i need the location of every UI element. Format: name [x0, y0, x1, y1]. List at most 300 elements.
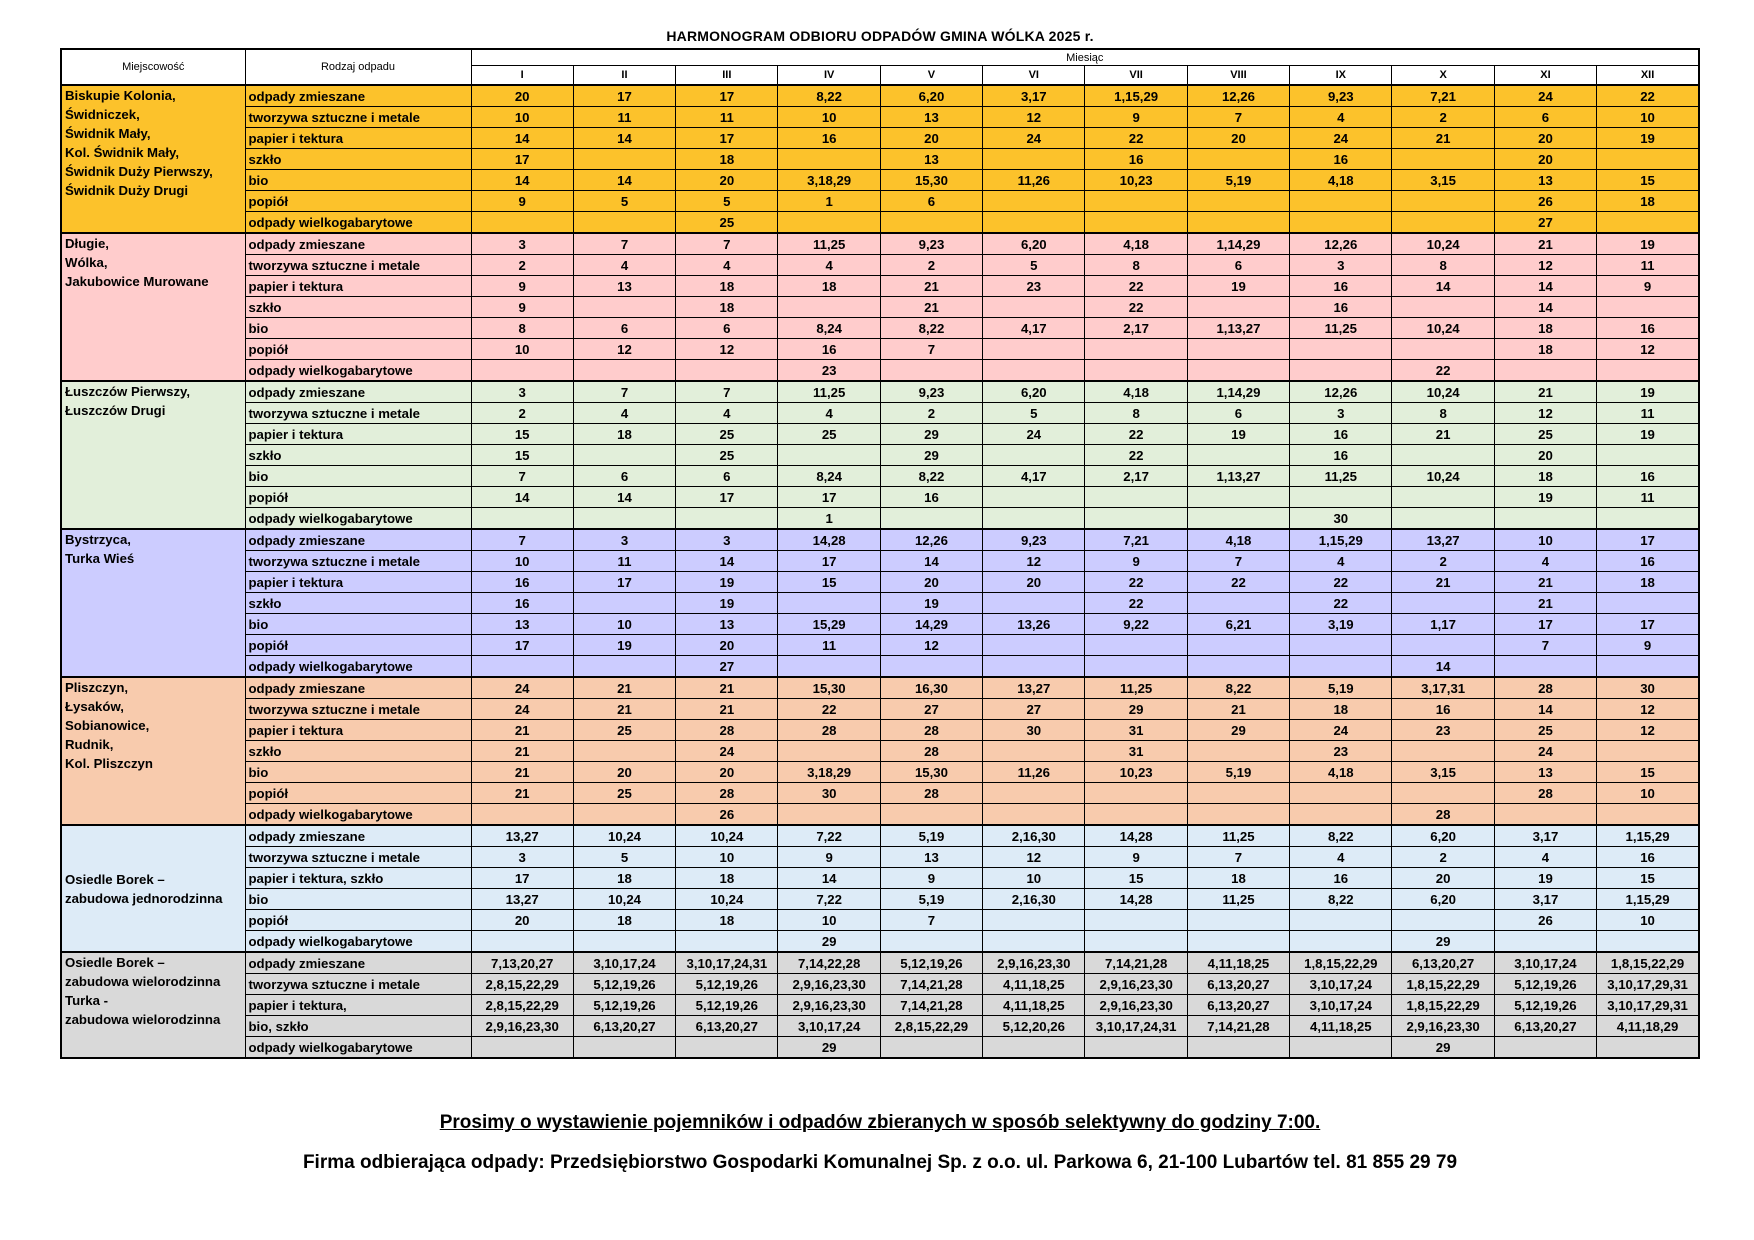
location-cell — [61, 677, 245, 825]
waste-type-cell: odpady zmieszane — [245, 952, 471, 974]
pickup-dates-cell: 1,15,29 — [1597, 825, 1699, 847]
pickup-dates-cell: 11 — [1597, 487, 1699, 508]
pickup-dates-cell — [778, 804, 880, 826]
pickup-dates-cell: 6,13,20,27 — [573, 1016, 675, 1037]
waste-type-cell: szkło — [245, 593, 471, 614]
pickup-dates-cell — [1187, 191, 1289, 212]
pickup-dates-cell: 4,11,18,25 — [1187, 952, 1289, 974]
pickup-dates-cell: 18 — [1187, 868, 1289, 889]
waste-type-cell: papier i tektura — [245, 720, 471, 741]
pickup-dates-cell — [983, 741, 1085, 762]
pickup-dates-cell: 15 — [778, 572, 880, 593]
schedule-row — [61, 847, 1699, 868]
pickup-dates-cell: 12 — [983, 847, 1085, 868]
schedule-row — [61, 635, 1699, 656]
pickup-dates-cell — [1290, 212, 1392, 234]
pickup-dates-cell: 20 — [1494, 445, 1596, 466]
pickup-dates-cell: 1 — [778, 508, 880, 530]
pickup-dates-cell: 4 — [573, 255, 675, 276]
location-name: Kol. Pliszczyn — [65, 756, 153, 771]
pickup-dates-cell: 10 — [471, 107, 573, 128]
pickup-dates-cell: 6,13,20,27 — [1494, 1016, 1596, 1037]
pickup-dates-cell: 6,20 — [1392, 889, 1494, 910]
pickup-dates-cell: 14,28 — [778, 529, 880, 551]
pickup-dates-cell: 21 — [676, 699, 778, 720]
pickup-dates-cell: 16 — [880, 487, 982, 508]
pickup-dates-cell — [1494, 360, 1596, 382]
pickup-dates-cell: 3,19 — [1290, 614, 1392, 635]
pickup-dates-cell: 14 — [471, 170, 573, 191]
location-name: Biskupie Kolonia, — [65, 88, 176, 103]
waste-type-cell: odpady wielkogabarytowe — [245, 1037, 471, 1059]
pickup-dates-cell: 7,21 — [1392, 85, 1494, 107]
pickup-dates-cell — [1392, 783, 1494, 804]
pickup-dates-cell: 1,8,15,22,29 — [1392, 995, 1494, 1016]
pickup-dates-cell — [880, 508, 982, 530]
pickup-dates-cell: 3 — [573, 529, 675, 551]
pickup-dates-cell: 4,18 — [1085, 381, 1187, 403]
pickup-dates-cell: 3,10,17,29,31 — [1597, 974, 1699, 995]
pickup-dates-cell: 1,15,29 — [1085, 85, 1187, 107]
pickup-dates-cell: 16 — [1597, 847, 1699, 868]
pickup-dates-cell — [1392, 149, 1494, 170]
pickup-dates-cell — [1187, 508, 1289, 530]
pickup-dates-cell — [1392, 635, 1494, 656]
pickup-dates-cell: 2,8,15,22,29 — [471, 974, 573, 995]
pickup-dates-cell: 4 — [573, 403, 675, 424]
pickup-dates-cell: 3,10,17,24 — [573, 952, 675, 974]
pickup-dates-cell: 2 — [880, 255, 982, 276]
pickup-dates-cell: 19 — [573, 635, 675, 656]
pickup-dates-cell: 19 — [1494, 868, 1596, 889]
pickup-dates-cell — [983, 593, 1085, 614]
pickup-dates-cell — [573, 212, 675, 234]
pickup-dates-cell — [1187, 656, 1289, 678]
location-name: Świdnik Duży Pierwszy, — [65, 164, 213, 179]
pickup-dates-cell: 11,25 — [1290, 466, 1392, 487]
pickup-dates-cell — [1392, 508, 1494, 530]
pickup-dates-cell: 11 — [778, 635, 880, 656]
pickup-dates-cell: 3 — [471, 381, 573, 403]
pickup-dates-cell: 14 — [778, 868, 880, 889]
pickup-dates-cell: 10,24 — [573, 825, 675, 847]
pickup-dates-cell — [1597, 149, 1699, 170]
pickup-dates-cell: 18 — [1597, 572, 1699, 593]
pickup-dates-cell: 11,25 — [1085, 677, 1187, 699]
pickup-dates-cell: 7 — [573, 381, 675, 403]
pickup-dates-cell — [573, 508, 675, 530]
schedule-row — [61, 804, 1699, 826]
pickup-dates-cell: 17 — [471, 868, 573, 889]
pickup-dates-cell: 13 — [880, 149, 982, 170]
pickup-dates-cell: 10 — [1494, 529, 1596, 551]
pickup-dates-cell: 17 — [676, 85, 778, 107]
pickup-dates-cell: 15 — [1597, 762, 1699, 783]
pickup-dates-cell: 4 — [676, 403, 778, 424]
month-11: XI — [1494, 66, 1596, 85]
pickup-dates-cell — [778, 212, 880, 234]
month-2: II — [573, 66, 675, 85]
pickup-dates-cell: 28 — [880, 741, 982, 762]
pickup-dates-cell: 12 — [573, 339, 675, 360]
pickup-dates-cell: 12 — [983, 107, 1085, 128]
pickup-dates-cell — [1290, 360, 1392, 382]
pickup-dates-cell — [573, 931, 675, 953]
pickup-dates-cell: 17 — [676, 128, 778, 149]
waste-type-cell: bio — [245, 614, 471, 635]
pickup-dates-cell: 13 — [471, 614, 573, 635]
pickup-dates-cell: 14 — [880, 551, 982, 572]
waste-type-cell: odpady zmieszane — [245, 529, 471, 551]
pickup-dates-cell: 28 — [880, 720, 982, 741]
pickup-dates-cell: 13 — [1494, 762, 1596, 783]
pickup-dates-cell: 15,30 — [778, 677, 880, 699]
waste-type-cell: papier i tektura — [245, 128, 471, 149]
location-name: Łuszczów Pierwszy, — [65, 384, 191, 399]
pickup-dates-cell — [1085, 910, 1187, 931]
month-6: VI — [983, 66, 1085, 85]
pickup-dates-cell — [1290, 783, 1392, 804]
pickup-dates-cell: 4,17 — [983, 318, 1085, 339]
schedule-row — [61, 762, 1699, 783]
schedule-row — [61, 952, 1699, 974]
waste-type-cell: popiół — [245, 339, 471, 360]
location-name: Osiedle Borek – — [65, 871, 165, 887]
pickup-dates-cell: 25 — [676, 424, 778, 445]
pickup-dates-cell — [1597, 1037, 1699, 1059]
pickup-dates-cell: 5,12,19,26 — [573, 974, 675, 995]
pickup-dates-cell: 8 — [1085, 403, 1187, 424]
pickup-dates-cell: 10,24 — [1392, 233, 1494, 255]
pickup-dates-cell: 11,25 — [1187, 825, 1289, 847]
pickup-dates-cell — [1187, 804, 1289, 826]
pickup-dates-cell: 24 — [983, 128, 1085, 149]
pickup-dates-cell: 20 — [676, 170, 778, 191]
pickup-dates-cell: 6 — [1187, 255, 1289, 276]
pickup-dates-cell — [1290, 931, 1392, 953]
pickup-dates-cell — [573, 149, 675, 170]
pickup-dates-cell: 8,22 — [1187, 677, 1289, 699]
pickup-dates-cell: 20 — [1494, 128, 1596, 149]
pickup-dates-cell: 14 — [1494, 276, 1596, 297]
pickup-dates-cell: 10,24 — [676, 889, 778, 910]
pickup-dates-cell: 4 — [1290, 107, 1392, 128]
pickup-dates-cell — [983, 783, 1085, 804]
location-name: Świdniczek, — [65, 107, 140, 122]
pickup-dates-cell — [676, 360, 778, 382]
pickup-dates-cell: 10,24 — [676, 825, 778, 847]
pickup-dates-cell: 16 — [1290, 868, 1392, 889]
page-title: HARMONOGRAM ODBIORU ODPADÓW GMINA WÓLKA 2025 r. — [666, 28, 1094, 44]
pickup-dates-cell: 12,26 — [1290, 381, 1392, 403]
pickup-dates-cell: 2 — [471, 403, 573, 424]
pickup-dates-cell: 5,12,19,26 — [1494, 995, 1596, 1016]
schedule-body — [61, 85, 1699, 1058]
schedule-row — [61, 191, 1699, 212]
pickup-dates-cell: 23 — [778, 360, 880, 382]
pickup-dates-cell: 7,13,20,27 — [471, 952, 573, 974]
schedule-row — [61, 149, 1699, 170]
pickup-dates-cell — [573, 804, 675, 826]
pickup-dates-cell: 7 — [471, 529, 573, 551]
pickup-dates-cell: 20 — [880, 572, 982, 593]
schedule-row — [61, 487, 1699, 508]
pickup-dates-cell: 20 — [983, 572, 1085, 593]
pickup-dates-cell — [983, 804, 1085, 826]
pickup-dates-cell: 19 — [1597, 233, 1699, 255]
pickup-dates-cell — [983, 635, 1085, 656]
pickup-dates-cell: 2,9,16,23,30 — [778, 995, 880, 1016]
waste-type-cell: popiół — [245, 910, 471, 931]
company-info: Firma odbierająca odpady: Przedsiębiorstwo Gospodarki Komunalnej Sp. z o.o. ul. Parkowa 6, 21-100 Lubartów tel. 81 855 29 79 — [302, 1152, 1458, 1173]
pickup-dates-cell: 4,11,18,25 — [983, 995, 1085, 1016]
pickup-dates-cell: 6 — [573, 466, 675, 487]
pickup-dates-cell — [983, 149, 1085, 170]
pickup-dates-cell: 19 — [1187, 424, 1289, 445]
pickup-dates-cell — [778, 741, 880, 762]
pickup-dates-cell: 31 — [1085, 741, 1187, 762]
pickup-dates-cell: 13,27 — [471, 889, 573, 910]
pickup-dates-cell: 1,15,29 — [1290, 529, 1392, 551]
pickup-dates-cell: 29 — [778, 931, 880, 953]
pickup-dates-cell: 6 — [1187, 403, 1289, 424]
pickup-dates-cell — [1187, 910, 1289, 931]
pickup-dates-cell — [1085, 508, 1187, 530]
pickup-dates-cell: 21 — [1392, 424, 1494, 445]
pickup-dates-cell — [1597, 804, 1699, 826]
schedule-row — [61, 276, 1699, 297]
pickup-dates-cell — [1597, 445, 1699, 466]
schedule-row — [61, 297, 1699, 318]
pickup-dates-cell: 9,23 — [880, 233, 982, 255]
pickup-dates-cell: 22 — [1085, 276, 1187, 297]
pickup-dates-cell — [1290, 339, 1392, 360]
pickup-dates-cell: 4 — [1494, 847, 1596, 868]
pickup-dates-cell: 20 — [1494, 149, 1596, 170]
pickup-dates-cell: 6,20 — [1392, 825, 1494, 847]
pickup-dates-cell: 16 — [1392, 699, 1494, 720]
pickup-dates-cell — [1290, 1037, 1392, 1059]
pickup-dates-cell: 6,13,20,27 — [1187, 995, 1289, 1016]
pickup-dates-cell — [1597, 212, 1699, 234]
waste-type-cell: odpady wielkogabarytowe — [245, 360, 471, 382]
pickup-dates-cell: 9 — [778, 847, 880, 868]
pickup-dates-cell — [880, 656, 982, 678]
pickup-dates-cell: 10,23 — [1085, 170, 1187, 191]
pickup-dates-cell: 18 — [573, 910, 675, 931]
pickup-dates-cell: 3,17 — [1494, 889, 1596, 910]
schedule-row — [61, 466, 1699, 487]
pickup-dates-cell: 27 — [676, 656, 778, 678]
pickup-dates-cell: 16 — [778, 339, 880, 360]
pickup-dates-cell: 22 — [1085, 424, 1187, 445]
pickup-dates-cell: 5,12,19,26 — [676, 995, 778, 1016]
pickup-dates-cell: 7,22 — [778, 825, 880, 847]
waste-type-cell: popiół — [245, 487, 471, 508]
pickup-dates-cell: 11 — [573, 551, 675, 572]
pickup-dates-cell: 30 — [983, 720, 1085, 741]
pickup-dates-cell — [1187, 783, 1289, 804]
pickup-dates-cell: 9 — [1597, 276, 1699, 297]
pickup-dates-cell: 28 — [880, 783, 982, 804]
schedule-row — [61, 868, 1699, 889]
pickup-dates-cell — [983, 297, 1085, 318]
pickup-dates-cell: 10 — [778, 107, 880, 128]
waste-type-cell: odpady wielkogabarytowe — [245, 508, 471, 530]
waste-type-cell: odpady zmieszane — [245, 381, 471, 403]
schedule-row — [61, 995, 1699, 1016]
pickup-dates-cell: 4,11,18,29 — [1597, 1016, 1699, 1037]
schedule-row — [61, 720, 1699, 741]
pickup-dates-cell: 20 — [880, 128, 982, 149]
pickup-dates-cell: 6,13,20,27 — [1187, 974, 1289, 995]
pickup-dates-cell: 20 — [676, 635, 778, 656]
pickup-dates-cell — [676, 508, 778, 530]
pickup-dates-cell: 20 — [471, 85, 573, 107]
pickup-dates-cell: 25 — [573, 783, 675, 804]
pickup-dates-cell: 1,13,27 — [1187, 466, 1289, 487]
pickup-dates-cell: 5 — [676, 191, 778, 212]
pickup-dates-cell: 12,26 — [880, 529, 982, 551]
pickup-dates-cell: 17 — [471, 635, 573, 656]
pickup-dates-cell: 7,22 — [778, 889, 880, 910]
pickup-dates-cell: 5,19 — [880, 825, 982, 847]
pickup-dates-cell: 21 — [573, 677, 675, 699]
pickup-dates-cell: 5,12,19,26 — [573, 995, 675, 1016]
pickup-dates-cell: 27 — [983, 699, 1085, 720]
pickup-dates-cell: 12 — [1597, 699, 1699, 720]
schedule-row — [61, 508, 1699, 530]
location-name: Świdnik Mały, — [65, 126, 151, 141]
waste-type-cell: bio — [245, 762, 471, 783]
pickup-dates-cell: 13 — [1494, 170, 1596, 191]
pickup-dates-cell — [471, 360, 573, 382]
schedule-row — [61, 783, 1699, 804]
location-cell — [61, 952, 245, 1058]
pickup-dates-cell — [1597, 508, 1699, 530]
waste-type-cell: szkło — [245, 149, 471, 170]
pickup-dates-cell: 14 — [1392, 656, 1494, 678]
schedule-row — [61, 107, 1699, 128]
pickup-dates-cell: 6 — [676, 318, 778, 339]
schedule-row — [61, 1037, 1699, 1059]
pickup-dates-cell: 3,10,17,24 — [778, 1016, 880, 1037]
pickup-dates-cell: 10 — [471, 339, 573, 360]
pickup-dates-cell: 11,26 — [983, 170, 1085, 191]
pickup-dates-cell: 13,27 — [1392, 529, 1494, 551]
pickup-dates-cell: 21 — [1494, 381, 1596, 403]
pickup-dates-cell: 5,19 — [880, 889, 982, 910]
pickup-dates-cell: 20 — [676, 762, 778, 783]
pickup-dates-cell — [1597, 656, 1699, 678]
schedule-row — [61, 212, 1699, 234]
pickup-dates-cell: 10 — [573, 614, 675, 635]
pickup-dates-cell — [778, 593, 880, 614]
waste-type-cell: odpady wielkogabarytowe — [245, 212, 471, 234]
pickup-dates-cell — [983, 931, 1085, 953]
location-name: Pliszczyn, — [65, 680, 129, 695]
pickup-dates-cell: 22 — [1597, 85, 1699, 107]
pickup-dates-cell: 14 — [1392, 276, 1494, 297]
pickup-dates-cell: 28 — [778, 720, 880, 741]
pickup-dates-cell: 22 — [1290, 593, 1392, 614]
pickup-dates-cell: 21 — [1392, 128, 1494, 149]
waste-type-cell: papier i tektura — [245, 276, 471, 297]
pickup-dates-cell: 8 — [1392, 255, 1494, 276]
pickup-dates-cell: 29 — [880, 424, 982, 445]
pickup-dates-cell: 12 — [1494, 255, 1596, 276]
pickup-dates-cell: 3,10,17,29,31 — [1597, 995, 1699, 1016]
schedule-row — [61, 741, 1699, 762]
pickup-dates-cell: 15 — [471, 424, 573, 445]
pickup-dates-cell: 27 — [1494, 212, 1596, 234]
pickup-dates-cell: 2 — [1392, 847, 1494, 868]
pickup-dates-cell: 10,24 — [573, 889, 675, 910]
pickup-dates-cell: 8,22 — [880, 466, 982, 487]
pickup-dates-cell: 26 — [1494, 910, 1596, 931]
waste-type-cell: odpady wielkogabarytowe — [245, 656, 471, 678]
pickup-dates-cell: 7 — [471, 466, 573, 487]
pickup-dates-cell: 25 — [676, 212, 778, 234]
pickup-dates-cell: 15 — [471, 445, 573, 466]
pickup-dates-cell — [880, 931, 982, 953]
schedule-row — [61, 1016, 1699, 1037]
pickup-dates-cell: 23 — [1392, 720, 1494, 741]
pickup-dates-cell: 17 — [1494, 614, 1596, 635]
pickup-dates-cell: 6 — [676, 466, 778, 487]
pickup-dates-cell — [676, 931, 778, 953]
pickup-dates-cell: 8 — [471, 318, 573, 339]
pickup-dates-cell: 3,10,17,24 — [1290, 974, 1392, 995]
pickup-dates-cell: 8,22 — [778, 85, 880, 107]
pickup-dates-cell: 10 — [1597, 107, 1699, 128]
pickup-dates-cell — [983, 191, 1085, 212]
location-name: Kol. Świdnik Mały, — [65, 145, 180, 160]
schedule-row — [61, 656, 1699, 678]
location-cell — [61, 233, 245, 381]
pickup-dates-cell: 4,18 — [1290, 762, 1392, 783]
pickup-dates-cell: 6 — [573, 318, 675, 339]
pickup-dates-cell: 29 — [1392, 931, 1494, 953]
pickup-dates-cell: 3,10,17,24,31 — [1085, 1016, 1187, 1037]
pickup-dates-cell: 1,13,27 — [1187, 318, 1289, 339]
pickup-dates-cell: 5,12,19,26 — [676, 974, 778, 995]
pickup-dates-cell: 14,29 — [880, 614, 982, 635]
location-name: Długie, — [65, 236, 109, 251]
pickup-dates-cell: 4,18 — [1187, 529, 1289, 551]
pickup-dates-cell: 28 — [1392, 804, 1494, 826]
pickup-dates-cell: 9 — [1085, 551, 1187, 572]
pickup-dates-cell: 1,14,29 — [1187, 381, 1289, 403]
pickup-dates-cell — [1085, 656, 1187, 678]
pickup-dates-cell: 11 — [573, 107, 675, 128]
month-header: Miesiąc — [471, 49, 1699, 66]
pickup-dates-cell: 4 — [1290, 847, 1392, 868]
pickup-dates-cell: 9,23 — [880, 381, 982, 403]
schedule-row — [61, 593, 1699, 614]
pickup-dates-cell: 7 — [676, 381, 778, 403]
pickup-dates-cell: 2,9,16,23,30 — [1085, 995, 1187, 1016]
waste-type-cell: tworzywa sztuczne i metale — [245, 847, 471, 868]
waste-type-cell: popiół — [245, 783, 471, 804]
pickup-dates-cell: 29 — [1187, 720, 1289, 741]
pickup-dates-cell: 13 — [676, 614, 778, 635]
schedule-row — [61, 360, 1699, 382]
schedule-row — [61, 128, 1699, 149]
pickup-dates-cell: 1,17 — [1392, 614, 1494, 635]
waste-type-cell: odpady zmieszane — [245, 85, 471, 107]
pickup-dates-cell: 7 — [1494, 635, 1596, 656]
